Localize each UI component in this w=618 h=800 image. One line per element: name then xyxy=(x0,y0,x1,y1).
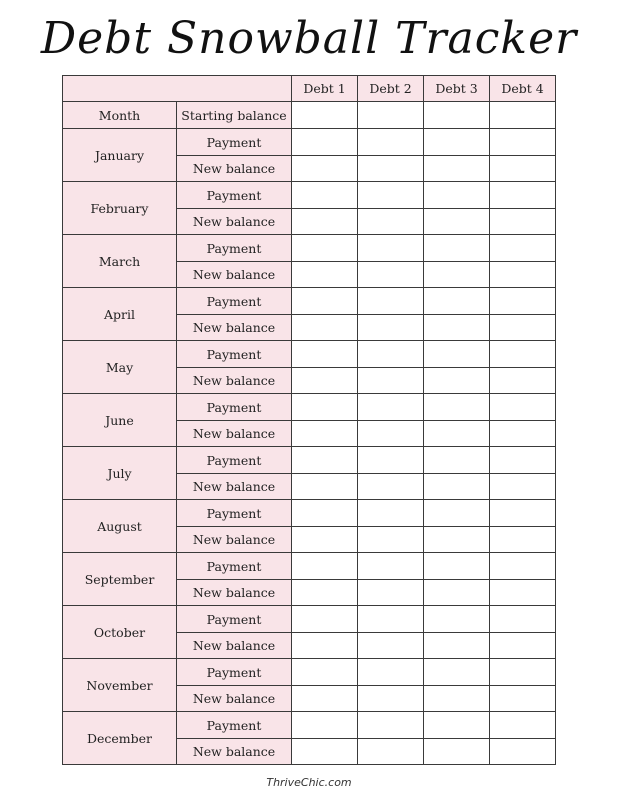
payment-cell[interactable] xyxy=(490,288,556,315)
new-balance-cell[interactable] xyxy=(358,368,424,394)
payment-label: Payment xyxy=(177,447,292,474)
payment-cell[interactable] xyxy=(424,394,490,421)
month-label: June xyxy=(63,394,177,447)
new-balance-label: New balance xyxy=(177,739,292,765)
month-label: March xyxy=(63,235,177,288)
new-balance-cell[interactable] xyxy=(490,739,556,765)
new-balance-label: New balance xyxy=(177,421,292,447)
new-balance-cell[interactable] xyxy=(292,633,358,659)
payment-cell[interactable] xyxy=(292,553,358,580)
new-balance-cell[interactable] xyxy=(424,633,490,659)
payment-cell[interactable] xyxy=(292,447,358,474)
new-balance-cell[interactable] xyxy=(358,421,424,447)
new-balance-label: New balance xyxy=(177,209,292,235)
payment-cell[interactable] xyxy=(490,129,556,156)
payment-cell[interactable] xyxy=(424,341,490,368)
new-balance-cell[interactable] xyxy=(424,262,490,288)
footer-brand: ThriveChic.com xyxy=(266,776,352,789)
new-balance-cell[interactable] xyxy=(292,315,358,341)
month-label: November xyxy=(63,659,177,712)
new-balance-label: New balance xyxy=(177,262,292,288)
corner-cell xyxy=(63,76,292,102)
new-balance-cell[interactable] xyxy=(292,421,358,447)
payment-cell[interactable] xyxy=(358,447,424,474)
payment-cell[interactable] xyxy=(292,712,358,739)
payment-cell[interactable] xyxy=(424,235,490,262)
new-balance-label: New balance xyxy=(177,686,292,712)
payment-cell[interactable] xyxy=(358,553,424,580)
payment-cell[interactable] xyxy=(292,182,358,209)
payment-cell[interactable] xyxy=(358,394,424,421)
payment-cell[interactable] xyxy=(358,659,424,686)
new-balance-cell[interactable] xyxy=(424,580,490,606)
new-balance-cell[interactable] xyxy=(358,580,424,606)
new-balance-cell[interactable] xyxy=(490,686,556,712)
debt-4-header: Debt 4 xyxy=(490,76,556,102)
payment-label: Payment xyxy=(177,129,292,156)
month-label: July xyxy=(63,447,177,500)
payment-cell[interactable] xyxy=(490,394,556,421)
new-balance-cell[interactable] xyxy=(292,739,358,765)
new-balance-cell[interactable] xyxy=(424,156,490,182)
payment-cell[interactable] xyxy=(358,712,424,739)
payment-label: Payment xyxy=(177,235,292,262)
payment-cell[interactable] xyxy=(490,182,556,209)
starting-balance-debt-4-cell[interactable] xyxy=(490,102,556,129)
new-balance-cell[interactable] xyxy=(358,633,424,659)
new-balance-cell[interactable] xyxy=(292,262,358,288)
new-balance-cell[interactable] xyxy=(424,739,490,765)
new-balance-cell[interactable] xyxy=(292,156,358,182)
month-label: August xyxy=(63,500,177,553)
new-balance-label: New balance xyxy=(177,527,292,553)
new-balance-label: New balance xyxy=(177,633,292,659)
payment-cell[interactable] xyxy=(424,182,490,209)
month-header: Month xyxy=(63,102,177,129)
payment-label: Payment xyxy=(177,553,292,580)
new-balance-cell[interactable] xyxy=(490,421,556,447)
payment-label: Payment xyxy=(177,500,292,527)
new-balance-cell[interactable] xyxy=(490,527,556,553)
payment-cell[interactable] xyxy=(490,341,556,368)
new-balance-cell[interactable] xyxy=(490,368,556,394)
new-balance-label: New balance xyxy=(177,580,292,606)
payment-cell[interactable] xyxy=(490,447,556,474)
month-label: April xyxy=(63,288,177,341)
month-label: September xyxy=(63,553,177,606)
payment-label: Payment xyxy=(177,712,292,739)
new-balance-cell[interactable] xyxy=(424,474,490,500)
payment-cell[interactable] xyxy=(424,129,490,156)
payment-cell[interactable] xyxy=(292,129,358,156)
new-balance-cell[interactable] xyxy=(490,156,556,182)
payment-cell[interactable] xyxy=(292,659,358,686)
new-balance-cell[interactable] xyxy=(424,209,490,235)
starting-balance-header: Starting balance xyxy=(177,102,292,129)
payment-cell[interactable] xyxy=(490,500,556,527)
new-balance-cell[interactable] xyxy=(292,209,358,235)
new-balance-cell[interactable] xyxy=(358,262,424,288)
new-balance-cell[interactable] xyxy=(292,527,358,553)
payment-cell[interactable] xyxy=(424,288,490,315)
month-label: January xyxy=(63,129,177,182)
tracker-table xyxy=(62,75,556,765)
payment-cell[interactable] xyxy=(490,235,556,262)
new-balance-cell[interactable] xyxy=(358,527,424,553)
new-balance-cell[interactable] xyxy=(490,262,556,288)
new-balance-cell[interactable] xyxy=(292,580,358,606)
debt-2-header: Debt 2 xyxy=(358,76,424,102)
new-balance-cell[interactable] xyxy=(424,368,490,394)
new-balance-label: New balance xyxy=(177,368,292,394)
starting-balance-debt-1-cell[interactable] xyxy=(292,102,358,129)
starting-balance-debt-2-cell[interactable] xyxy=(358,102,424,129)
new-balance-cell[interactable] xyxy=(292,686,358,712)
new-balance-cell[interactable] xyxy=(292,474,358,500)
new-balance-cell[interactable] xyxy=(490,580,556,606)
payment-label: Payment xyxy=(177,182,292,209)
payment-cell[interactable] xyxy=(490,659,556,686)
payment-cell[interactable] xyxy=(490,606,556,633)
payment-cell[interactable] xyxy=(424,553,490,580)
payment-cell[interactable] xyxy=(292,235,358,262)
new-balance-cell[interactable] xyxy=(424,527,490,553)
month-label: May xyxy=(63,341,177,394)
payment-cell[interactable] xyxy=(490,712,556,739)
new-balance-cell[interactable] xyxy=(424,315,490,341)
month-label: December xyxy=(63,712,177,765)
starting-balance-debt-3-cell[interactable] xyxy=(424,102,490,129)
payment-cell[interactable] xyxy=(424,659,490,686)
new-balance-cell[interactable] xyxy=(490,474,556,500)
new-balance-cell[interactable] xyxy=(490,315,556,341)
payment-cell[interactable] xyxy=(358,341,424,368)
payment-label: Payment xyxy=(177,394,292,421)
new-balance-cell[interactable] xyxy=(358,474,424,500)
payment-cell[interactable] xyxy=(490,553,556,580)
payment-cell[interactable] xyxy=(358,129,424,156)
payment-cell[interactable] xyxy=(292,606,358,633)
payment-cell[interactable] xyxy=(358,500,424,527)
month-label: October xyxy=(63,606,177,659)
new-balance-cell[interactable] xyxy=(358,156,424,182)
payment-cell[interactable] xyxy=(292,288,358,315)
payment-cell[interactable] xyxy=(358,235,424,262)
payment-label: Payment xyxy=(177,659,292,686)
new-balance-cell[interactable] xyxy=(424,686,490,712)
new-balance-cell[interactable] xyxy=(490,633,556,659)
payment-cell[interactable] xyxy=(358,288,424,315)
debt-3-header: Debt 3 xyxy=(424,76,490,102)
new-balance-cell[interactable] xyxy=(358,686,424,712)
new-balance-label: New balance xyxy=(177,156,292,182)
new-balance-cell[interactable] xyxy=(358,739,424,765)
payment-label: Payment xyxy=(177,288,292,315)
payment-cell[interactable] xyxy=(292,500,358,527)
new-balance-cell[interactable] xyxy=(424,421,490,447)
new-balance-cell[interactable] xyxy=(358,209,424,235)
new-balance-cell[interactable] xyxy=(490,209,556,235)
payment-cell[interactable] xyxy=(358,182,424,209)
new-balance-cell[interactable] xyxy=(358,315,424,341)
payment-cell[interactable] xyxy=(424,447,490,474)
payment-cell[interactable] xyxy=(424,712,490,739)
payment-cell[interactable] xyxy=(292,394,358,421)
new-balance-label: New balance xyxy=(177,315,292,341)
debt-1-header: Debt 1 xyxy=(292,76,358,102)
new-balance-cell[interactable] xyxy=(292,368,358,394)
payment-label: Payment xyxy=(177,606,292,633)
payment-cell[interactable] xyxy=(424,606,490,633)
payment-label: Payment xyxy=(177,341,292,368)
payment-cell[interactable] xyxy=(424,500,490,527)
page-title: Debt Snowball Tracker xyxy=(40,13,578,64)
new-balance-label: New balance xyxy=(177,474,292,500)
payment-cell[interactable] xyxy=(292,341,358,368)
payment-cell[interactable] xyxy=(358,606,424,633)
month-label: February xyxy=(63,182,177,235)
